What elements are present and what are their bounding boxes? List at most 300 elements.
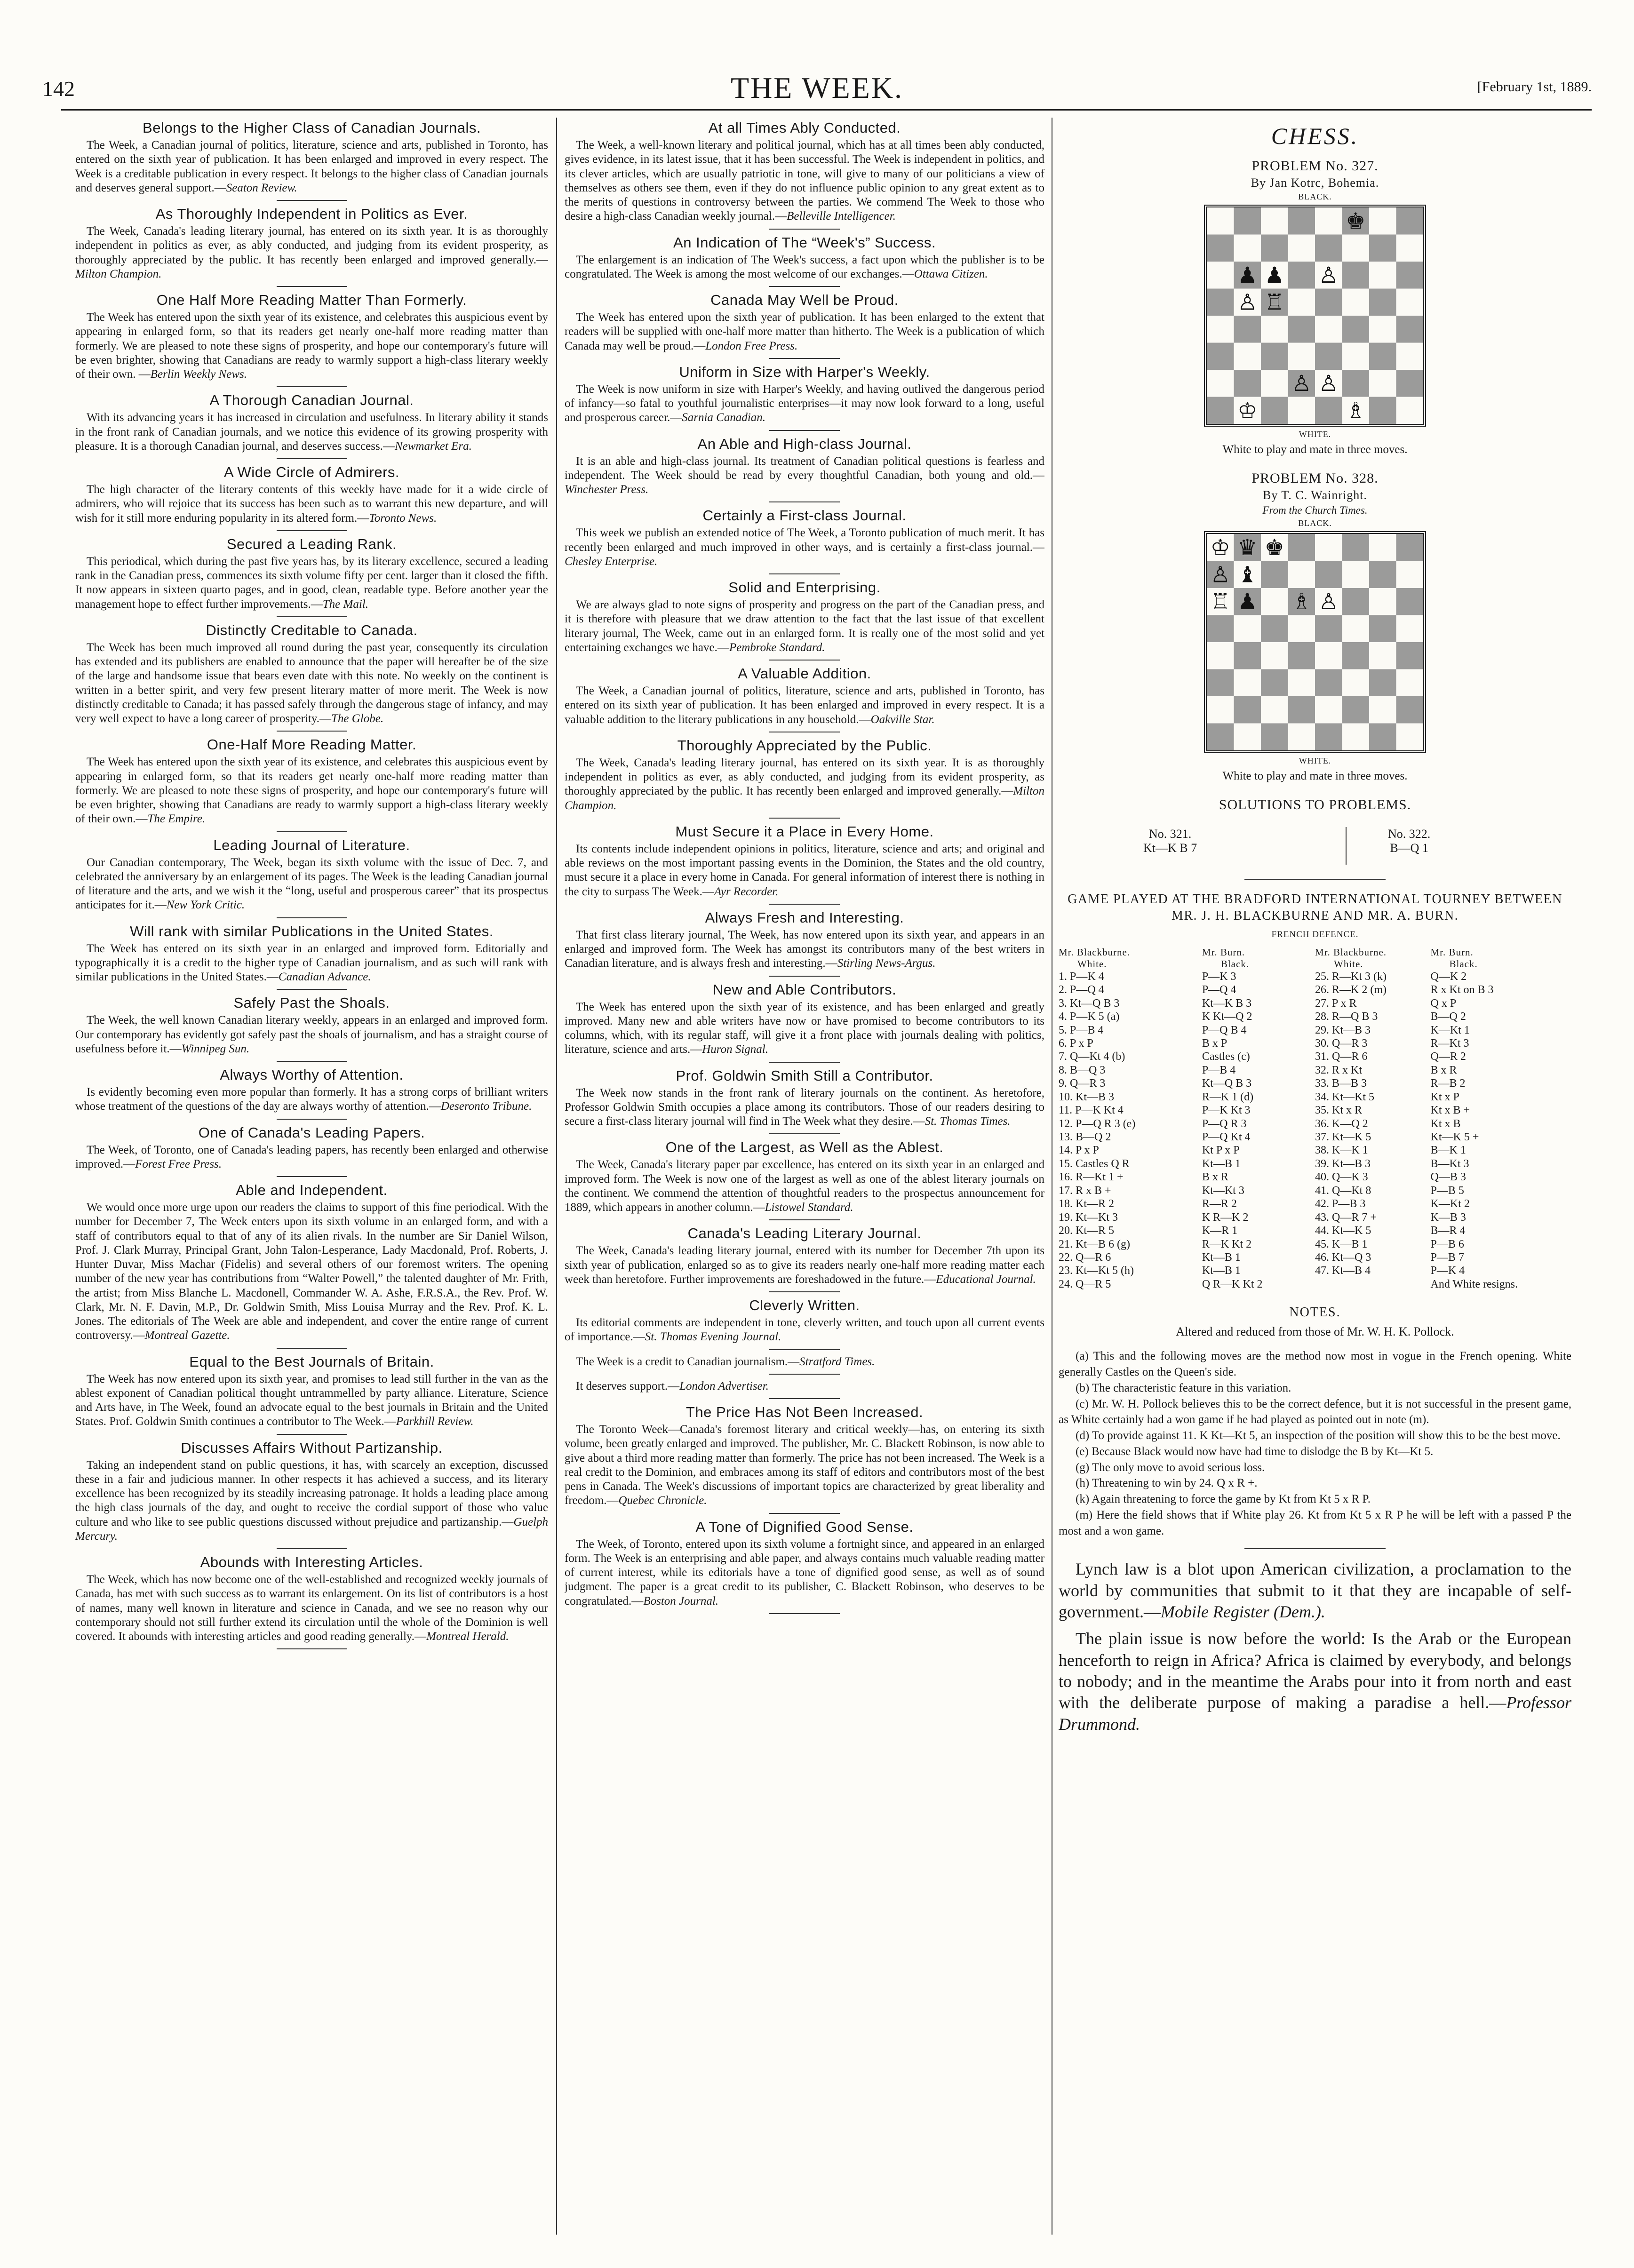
move-row [1059,1197,1315,1210]
article [565,579,1044,661]
chess-piece: ♛ [1237,534,1258,561]
article-text: The Week, the well known Canadian literary weekly, appears in an enlarged and improved form. Our contemporary has evidently got safely past the shoals of journalism, and has a straight course of usefulness before it.— [75,1014,548,1055]
article-text: The Toronto Week—Canada's foremost literary and critical weekly—has, on entering its sixth volume, been greatly enlarged and improved. The publisher, Mr. C. Blackett Robinson, is now able to give about a third more reading matter than formerly. The price has not been increased. The Week is a real credit to the Dominion, and embraces among its staff of editors and contributors most of the best pens in Canada. The Week's discussions of important topics are characterized by great liberality and freedom.— [565,1423,1044,1507]
board-square [1207,262,1234,289]
chess-piece: ♗ [1291,589,1312,615]
move-row [1315,1278,1571,1291]
note-item: (e) Because Black would now have had time to dislodge the B by Kt—Kt 5. [1076,1445,1434,1458]
move-row [1315,1264,1571,1277]
column-divider-1 [556,118,557,2235]
article-separator [277,1348,347,1349]
black-move: Kt—Q B 3 [1202,1077,1252,1090]
article-source: Boston Journal. [643,1594,719,1607]
column-2-testimonials [565,118,1044,2254]
article-heading: Uniform in Size with Harper's Weekly. [679,363,930,380]
article-source: Huron Signal. [702,1043,768,1056]
board-square [1207,370,1234,397]
move-row [1059,1144,1315,1157]
move-row [1315,1197,1571,1210]
article-text: The Week has entered upon the sixth year of its existence, and celebrates this auspicious event by appearing in enlarged form, so that its readers get nearly one-half more reading matter than formerly. We are pleased to note these signs of prosperity, and hope our contemporary's future will be even brighter, showing that Canadians are ready to warmly support a high-class literary weekly of their own. — [75,311,548,381]
problem-title: PROBLEM No. 327. [1251,158,1379,174]
white-move: 22. Q—R 6 [1059,1251,1111,1264]
board-square [1396,588,1424,615]
move-row [1315,1050,1571,1063]
solutions [1059,827,1571,869]
article [75,292,548,387]
article-separator [277,1176,347,1177]
board-square [1369,561,1396,589]
white-move: 47. Kt—B 4 [1315,1265,1371,1277]
article-body [75,310,548,382]
board-square [1288,343,1315,370]
move-row [1059,1104,1315,1117]
chess-piece: ♙ [1318,262,1339,288]
chess-piece: ♚ [1346,208,1366,234]
article-body [75,411,548,454]
notes [1059,1348,1571,1539]
article [75,392,548,459]
article-separator [769,1219,840,1220]
white-move: 8. B—Q 3 [1059,1064,1106,1076]
board-square [1369,316,1396,343]
article-source: London Advertiser. [679,1379,769,1393]
article-separator [277,831,347,832]
note-item: (a) This and the following moves are the method now most in vogue in the French opening. White generally Castles on the Queen's side. [1059,1350,1571,1378]
chess-piece: ♔ [1237,398,1258,424]
article [565,1379,1044,1399]
article-body [75,1458,548,1544]
article-text: That first class literary journal, The Week, has now entered upon its sixth year, and appears in an enlarged and improved form. The Week has amongst its contributors many of the best writers in Canadian literature, and is always fresh and interesting.— [565,928,1044,970]
board-square [1234,343,1261,370]
article-source: Forest Free Press. [135,1157,222,1170]
article [75,995,548,1062]
black-player: Mr. Burn. [1430,947,1474,958]
board-square [1207,397,1234,424]
article [565,909,1044,977]
move-row [1059,1037,1315,1050]
board-square [1315,696,1342,724]
white-move: 14. P x P [1059,1144,1099,1157]
chess-piece: ♙ [1237,289,1258,316]
article-source: Educational Journal. [936,1273,1036,1286]
article-separator [769,818,840,819]
white-move: 34. Kt—Kt 5 [1315,1090,1374,1103]
move-row [1315,1144,1571,1157]
white-label: WHITE. [1299,430,1331,439]
board-square [1396,343,1424,370]
board-square [1342,343,1370,370]
black-move: P—B 5 [1430,1184,1464,1197]
article-separator [277,1648,347,1649]
article-heading: A Thorough Canadian Journal. [209,392,414,409]
article-separator [769,1513,840,1514]
board-square [1207,669,1234,697]
article [75,1182,548,1349]
board-square [1369,370,1396,397]
article-body [75,1201,548,1343]
board-square [1369,207,1396,235]
notes-subheading: Altered and reduced from those of Mr. W. H. K. Pollock. [1176,1325,1454,1339]
article-text: The Week, Canada's literary paper par excellence, has entered on its sixth year in an enlarged and improved form. The Week is now one of the largest as well as one of the ablest literary journals on the continent. We commend the attention of thoughtful readers to the prospectus announcement for 1889, which appears in another column.— [565,1158,1044,1214]
article-heading: An Able and High-class Journal. [697,435,912,452]
black-move: Q—K 2 [1430,970,1467,983]
article-body [565,684,1044,727]
white-player: Mr. Blackburne. [1059,947,1131,958]
solution-number: No. 321. [1148,827,1192,841]
moves-left [1059,947,1315,1291]
move-row [1059,1130,1315,1144]
article-text: The Week has now entered upon its sixth year, and promises to lead still further in the van as the ablest exponent of Canadian political thought untrammelled by party alliance. Literature, Science and Arts have, in The Week, found an advocate equal to the best journals in Britain and the United States. Prof. Goldwin Smith continues a contributor to The Week.— [75,1372,548,1428]
article [75,837,548,918]
move-row [1059,1251,1315,1264]
article-heading: Abounds with Interesting Articles. [200,1554,423,1570]
article-heading: Able and Independent. [236,1182,388,1198]
black-move: P—K 3 [1202,970,1236,983]
board-square [1396,669,1424,697]
move-row [1315,983,1571,996]
article-source: Deseronto Tribune. [440,1100,532,1113]
move-row [1059,1278,1315,1291]
black-move: Q R—K Kt 2 [1202,1278,1263,1290]
article-heading: Will rank with similar Publications in the United States. [130,923,494,939]
black-move: R—R 2 [1202,1198,1237,1210]
board-square [1342,262,1370,289]
article-body [565,382,1044,425]
article-source: Winnipeg Sun. [181,1042,250,1055]
board-square [1369,397,1396,424]
article-source: Parkhill Review. [396,1415,474,1428]
move-row [1059,1211,1315,1224]
board-square [1396,561,1424,589]
problem-328 [1059,470,1571,783]
white-move: 10. Kt—B 3 [1059,1090,1115,1103]
black-move: K R—K 2 [1202,1211,1249,1224]
board-square [1207,289,1234,316]
board-square [1315,397,1342,424]
board-square [1234,370,1261,397]
article-heading: One-Half More Reading Matter. [207,736,417,753]
board-square [1207,615,1234,643]
article-body [75,138,548,195]
section-rule [1244,879,1386,880]
article-body [565,1537,1044,1608]
move-row [1315,1037,1571,1050]
article-source: St. Thomas Times. [925,1115,1011,1128]
article-body [75,1573,548,1644]
board-square [1288,534,1315,561]
problem-caption: White to play and mate in three moves. [1222,443,1408,456]
article-text: It deserves support.— [576,1379,680,1393]
article-separator [277,530,347,531]
board-square [1261,588,1288,615]
column-1-testimonials [75,118,548,2254]
move-row [1315,1130,1571,1144]
article-text: The Week has entered upon the sixth year of its existence, and celebrates this auspicious event by appearing in enlarged form, so that its readers get nearly one-half more reading matter than formerly. We are pleased to note these signs of prosperity, and hope our contemporary's future will be even brighter, showing that Canadians are ready to warmly support a high-class literary weekly of their own.— [75,756,548,826]
board-square [1342,316,1370,343]
article-source: Guelph Mercury. [75,1515,548,1543]
article-heading: Always Worthy of Attention. [220,1066,404,1083]
board-square [1261,669,1288,697]
solution-321 [1143,827,1197,855]
article-separator [277,386,347,387]
solutions-heading: SOLUTIONS TO PROBLEMS. [1219,797,1411,812]
white-move: 45. K—B 1 [1315,1238,1368,1250]
black-move: Kt x P [1430,1090,1459,1103]
article-separator [769,229,840,230]
note-item: (h) Threatening to win by 24. Q x R +. [1076,1477,1258,1490]
board-square [1315,235,1342,262]
board-square [1396,316,1424,343]
article-text: The Week has been much improved all round during the past year, consequently its circulation has extended and its publishers are enabled to announce that the paper will hereafter be of the size of the large and handsome issue that bears even date with this note. No weekly on the continent is written in a better spirit, and very few present literary matter of more merit. The Week is now distinctly creditable to Canada; it has passed safely through the dangerous stage of infancy, and may very well expect to have a long career of prosperity.— [75,641,548,725]
board-square [1288,289,1315,316]
article-source: Ayr Recorder. [714,885,779,898]
quote-item [1059,1559,1571,1623]
article-body [565,1244,1044,1287]
article-separator [277,200,347,201]
article-heading: New and Able Contributors. [712,981,897,998]
black-move: Kt—B 1 [1202,1157,1241,1170]
white-move: 46. Kt—Q 3 [1315,1251,1371,1264]
board-square [1342,235,1370,262]
article-source: Newmarket Era. [394,439,472,453]
white-move [1315,1278,1430,1291]
board-square [1234,696,1261,724]
article [75,206,548,287]
article-body [565,1086,1044,1129]
board-square [1396,207,1424,235]
article-body [565,253,1044,282]
chess-piece: ♙ [1318,370,1339,397]
article-source: Stratford Times. [799,1355,875,1368]
article [565,737,1044,819]
chess-piece: ♔ [1210,534,1230,561]
black-move: B—K 1 [1430,1144,1466,1157]
black-move: K Kt—Q 2 [1202,1011,1252,1023]
black-move: P—Q Kt 4 [1202,1131,1251,1143]
move-row [1315,1184,1571,1197]
article-heading: Belongs to the Higher Class of Canadian Journals. [143,119,481,136]
white-move: 35. Kt x R [1315,1104,1363,1117]
board-square [1315,289,1342,316]
article-heading: Thoroughly Appreciated by the Public. [677,737,932,754]
black-move: P—B 7 [1430,1251,1464,1264]
article-body [565,842,1044,899]
board-square [1261,561,1288,589]
white-move: 25. R—Kt 3 (k) [1315,970,1387,983]
black-move: K—R 1 [1202,1225,1238,1237]
article-body [565,1158,1044,1215]
move-row [1315,1224,1571,1237]
article [75,536,548,617]
article-separator [277,1548,347,1549]
article-text: Its contents include independent opinions in politics, literature, science and arts; and original and able reviews on the most important passing events in the Dominion, the States and the old country, must secure it a place in every home in Canada. For general information of interest there is nothing in the city to surpass The Week.— [565,842,1044,898]
article-source: Oakville Star. [870,713,935,726]
article [565,981,1044,1063]
article-body [565,928,1044,971]
article-text: Taking an independent stand on public questions, it has, with scarcely an exception, discussed these in a fair and judicious manner. In other respects it has achieved a success, and its literary excellence has been recognized by its steadily increasing patronage. It holds a leading place among the high class journals of the day, and ought to receive the cordial support of those who value culture and who like to see public questions discussed without prejudice and partizanship.— [75,1458,548,1528]
board-square [1369,343,1396,370]
chess-piece: ♖ [1210,589,1230,615]
article-text: The Week has entered upon the sixth year of its existence, and has been enlarged and greatly improved. Many new and able writers have now or have promised to become contributors to its columns, which, with its regular staff, will give it a front place with journals dealing with politics, literature, science and arts.— [565,1000,1044,1056]
black-move: P—B 4 [1202,1064,1236,1076]
article-body [75,224,548,281]
black-move: K—Kt 1 [1430,1024,1470,1036]
black-move: B—Q 2 [1430,1011,1466,1023]
board-square [1342,669,1370,697]
board-square [1288,262,1315,289]
quote-source: Mobile Register (Dem.). [1160,1602,1325,1621]
article-source: Toronto News. [369,511,437,525]
move-row [1059,1157,1315,1170]
article-separator [769,976,840,977]
board-square [1207,235,1234,262]
article-source: Canadian Advance. [278,971,371,983]
article-text: The Week is a credit to Canadian journalism.— [576,1355,800,1368]
black-move: R—B 2 [1430,1077,1466,1090]
black-label: BLACK. [1298,518,1332,528]
board-square [1315,316,1342,343]
article-source: The Globe. [331,712,384,725]
board-square [1342,642,1370,669]
article-source: Stirling News-Argus. [837,957,936,970]
white-move: 24. Q—R 5 [1059,1278,1111,1290]
black-player: Mr. Burn. [1202,947,1245,958]
notes-heading: NOTES. [1289,1305,1341,1320]
move-row [1059,970,1315,983]
article-body [75,1013,548,1056]
article-text: The Week, of Toronto, one of Canada's leading papers, has recently been enlarged and otherwise improved.— [75,1143,548,1170]
white-move: 1. P—K 4 [1059,970,1104,983]
chess-piece: ♙ [1210,562,1230,588]
white-move: 41. Q—Kt 8 [1315,1184,1371,1197]
white-label: White. [1334,958,1363,970]
white-move: 6. P x P [1059,1037,1093,1050]
black-move: R—Kt 3 [1430,1037,1469,1050]
chess-piece: ♙ [1318,589,1339,615]
white-move: 13. B—Q 2 [1059,1131,1111,1143]
article-text: This week we publish an extended notice of The Week, a Toronto publication of much merit. It has recently been enlarged and much improved in other ways, and is certainly a first-class journal.— [565,526,1044,554]
article-heading: Secured a Leading Rank. [226,535,397,552]
white-move: 9. Q—R 3 [1059,1077,1106,1090]
chess-board-327 [1204,205,1426,427]
white-move: 37. Kt—K 5 [1315,1131,1371,1143]
move-row [1315,1010,1571,1023]
board-square [1207,642,1234,669]
article [565,1355,1044,1375]
white-move: 12. P—Q R 3 (e) [1059,1117,1136,1130]
move-row [1315,997,1571,1010]
article [565,507,1044,574]
board-square [1261,615,1288,643]
article-text: It is an able and high-class journal. Its treatment of Canadian political questions is fearless and independent. The Week should be read by every thoughtful Canadian, both young and old.— [565,454,1044,482]
article [75,622,548,732]
note-item: (m) Here the field shows that if White play 26. Kt from Kt 5 x R P he will be left with a passed P the most and a won game. [1059,1508,1571,1537]
white-move: 33. B—B 3 [1315,1077,1367,1090]
quote-text: Lynch law is a blot upon American civilization, a proclamation to the world by communities that submit to it that they are incapable of self-government.— [1059,1560,1571,1621]
article-body [565,598,1044,655]
move-row [1315,1211,1571,1224]
board-square [1261,343,1288,370]
article-separator [277,1061,347,1062]
article-body [75,555,548,612]
article-heading: The Price Has Not Been Increased. [685,1404,924,1420]
board-square [1396,696,1424,724]
problem-author: By T. C. Wainright. [1262,488,1368,502]
chess-piece: ♟ [1237,262,1258,288]
article [565,234,1044,287]
black-move: Kt—K 5 + [1430,1131,1479,1143]
move-row [1059,1170,1315,1184]
white-move: 20. Kt—R 5 [1059,1225,1115,1237]
article-body [75,1143,548,1172]
article-heading: Equal to the Best Journals of Britain. [189,1353,434,1370]
article-separator [277,458,347,459]
article-text: The Week, Canada's leading literary journal, entered with its number for December 7th upon its sixth year of publication, enlarged so as to give its readers nearly one-half more reading matter each week than heretofore. Further improvements are foreshadowed in the future.— [565,1244,1044,1286]
article-source: Berlin Weekly News. [150,368,247,381]
white-move: 2. P—Q 4 [1059,984,1104,996]
article-separator [277,1119,347,1120]
board-square [1369,642,1396,669]
white-move: 17. R x B + [1059,1184,1111,1197]
board-square [1234,316,1261,343]
board-square [1207,724,1234,751]
white-move: 18. Kt—R 2 [1059,1198,1115,1210]
board-square [1261,724,1288,751]
board-square [1234,724,1261,751]
solution-move: Kt—K B 7 [1143,841,1197,855]
article-body [75,856,548,913]
black-move: Kt—B 1 [1202,1251,1241,1264]
article-source: St. Thomas Evening Journal. [645,1330,781,1344]
board-square [1396,289,1424,316]
article-heading: Canada May Well be Proud. [710,292,899,308]
article [75,1066,548,1120]
article-heading: Certainly a First-class Journal. [702,507,907,524]
black-move: Castles (c) [1202,1050,1250,1063]
article-text: Is evidently becoming even more popular than formerly. It has a strong corps of brilliant writers whose treatment of the questions of the day are always worthy of attention.— [75,1086,548,1113]
move-row [1315,1064,1571,1077]
board-square [1207,316,1234,343]
article-separator [769,430,840,431]
board-square [1369,534,1396,561]
move-row [1059,1264,1315,1277]
article-body [565,310,1044,353]
article-separator [769,286,840,287]
white-player: Mr. Blackburne. [1315,947,1387,958]
note-item: (d) To provide against 11. K Kt—Kt 5, an inspection of the position will show this to be the best move. [1076,1429,1561,1442]
move-row [1315,1104,1571,1117]
board-square [1315,615,1342,643]
board-square [1342,615,1370,643]
board-square [1288,696,1315,724]
article-text: We would once more urge upon our readers the claims to support of this fine periodical. With the number for December 7, The Week enters upon its sixth volume in an enlarged form, and with a staff of contributors equal to that of any of its alien rivals. In the number are Sir Daniel Wilson, Prof. J. Clark Murray, Principal Grant, John Talon-Lesperance, Lady Macdonald, Prof. Roberts, J. Hunter Duvar, Miss Machar (Fidelis) and several others of our foremost writers. The opening number of the new year has contributions from “Walter Powell,” the talented daughter of Mr. Frith, the artist; from Miss Blanche L. Macdonell, Commander W. A. Ashe, F.R.S.A., the Rev. Prof. W. Clark, Mr. N. F. Davin, M.P., Dr. Goldwin Smith, Miss Louisa Murray and the Rev. Prof. K. L. Jones. The editorials of The Week are able and independent, and cover the entire range of current controversy.— [75,1201,548,1342]
column-3-chess [1059,118,1571,2254]
board-square [1261,316,1288,343]
article-separator [769,1062,840,1063]
article-heading: Leading Journal of Literature. [213,836,410,853]
article [565,1404,1044,1514]
move-row [1059,1064,1315,1077]
white-move: 16. R—Kt 1 + [1059,1171,1124,1184]
board-square [1342,289,1370,316]
black-move: R—K Kt 2 [1202,1238,1252,1250]
black-move: B x R [1430,1064,1457,1076]
article-text: Our Canadian contemporary, The Week, began its sixth volume with the issue of Dec. 7, and celebrated the anniversary by an enlargement of its pages. The Week is the leading Canadian journal of literature and the arts, and we wish it the “long, useful and prosperous career” that its prospectus anticipates for it.— [75,856,548,912]
article-text: The Week, a Canadian journal of politics, literature, science and arts, published in Toronto, has entered on the sixth year of publication. It has been enlarged and improved in every respect. The Week is a creditable publication in every respect. It belongs to the higher class of Canadian journals and deserves general support.— [75,139,548,194]
board-square [1369,289,1396,316]
article-text: The Week, which has now become one of the well-established and recognized weekly journals of Canada, has met with such success as to warrant its enlargement. On its list of contributors is a host of names, many well known in literature and science in Canada, and we see no reason why our contemporary should not still further extend its circulation until the whole of the Dominion is well covered. It abounds with interesting articles and good reading generally.— [75,1573,548,1643]
move-row [1059,1238,1315,1251]
